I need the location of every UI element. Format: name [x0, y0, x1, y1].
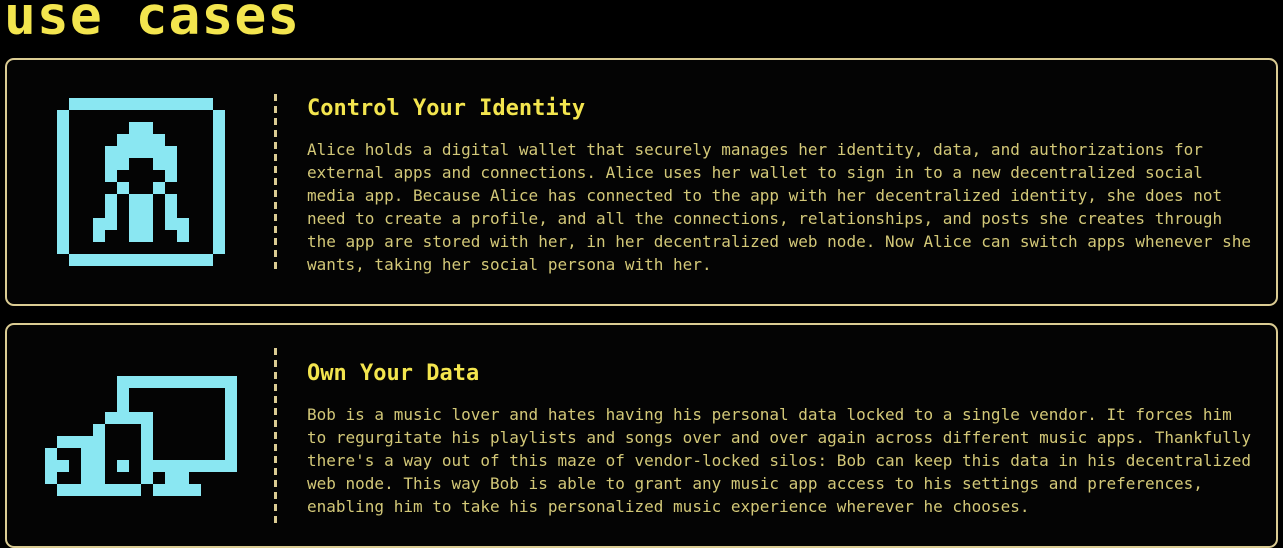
- section-title-clip: [0, 0, 1283, 47]
- card-body: Alice holds a digital wallet that securely manages her identity, data, and authorizations for external apps and connections. Alice uses her wallet to sign in to a new decentralized social media app. Because Alice has connected to the app with her decentralized identity, she does not need to create a profile, and all the connections, relationships, and posts she creates through the app are stored with her, in her decentralized web node. Now Alice can switch apps whenever she wants, taking her social persona with her.: [307, 140, 1252, 274]
- card-heading: Control Your Identity: [307, 96, 586, 121]
- card-text-column: [277, 60, 1257, 304]
- avatar-pixel-icon: [57, 98, 225, 266]
- use-case-card-identity: [5, 58, 1278, 306]
- card-icon-column: [7, 60, 274, 304]
- use-case-card-data: [5, 323, 1278, 548]
- devices-pixel-icon: [45, 376, 237, 496]
- section-title: use cases: [4, 0, 301, 47]
- card-icon-column: [7, 325, 274, 546]
- card-heading: Own Your Data: [307, 361, 480, 386]
- card-body: Bob is a music lover and hates having his personal data locked to a single vendor. It forces him to regurgitate his playlists and songs over and over again across different music apps. Thankfully there's a way out of this maze of vendor-locked silos: Bob can keep this data in his decentralized web node. This way Bob is able to grant any music app access to his settings and preferences, enabling him to take his personalized music experience wherever he chooses.: [307, 405, 1252, 516]
- card-text-column: [277, 325, 1257, 546]
